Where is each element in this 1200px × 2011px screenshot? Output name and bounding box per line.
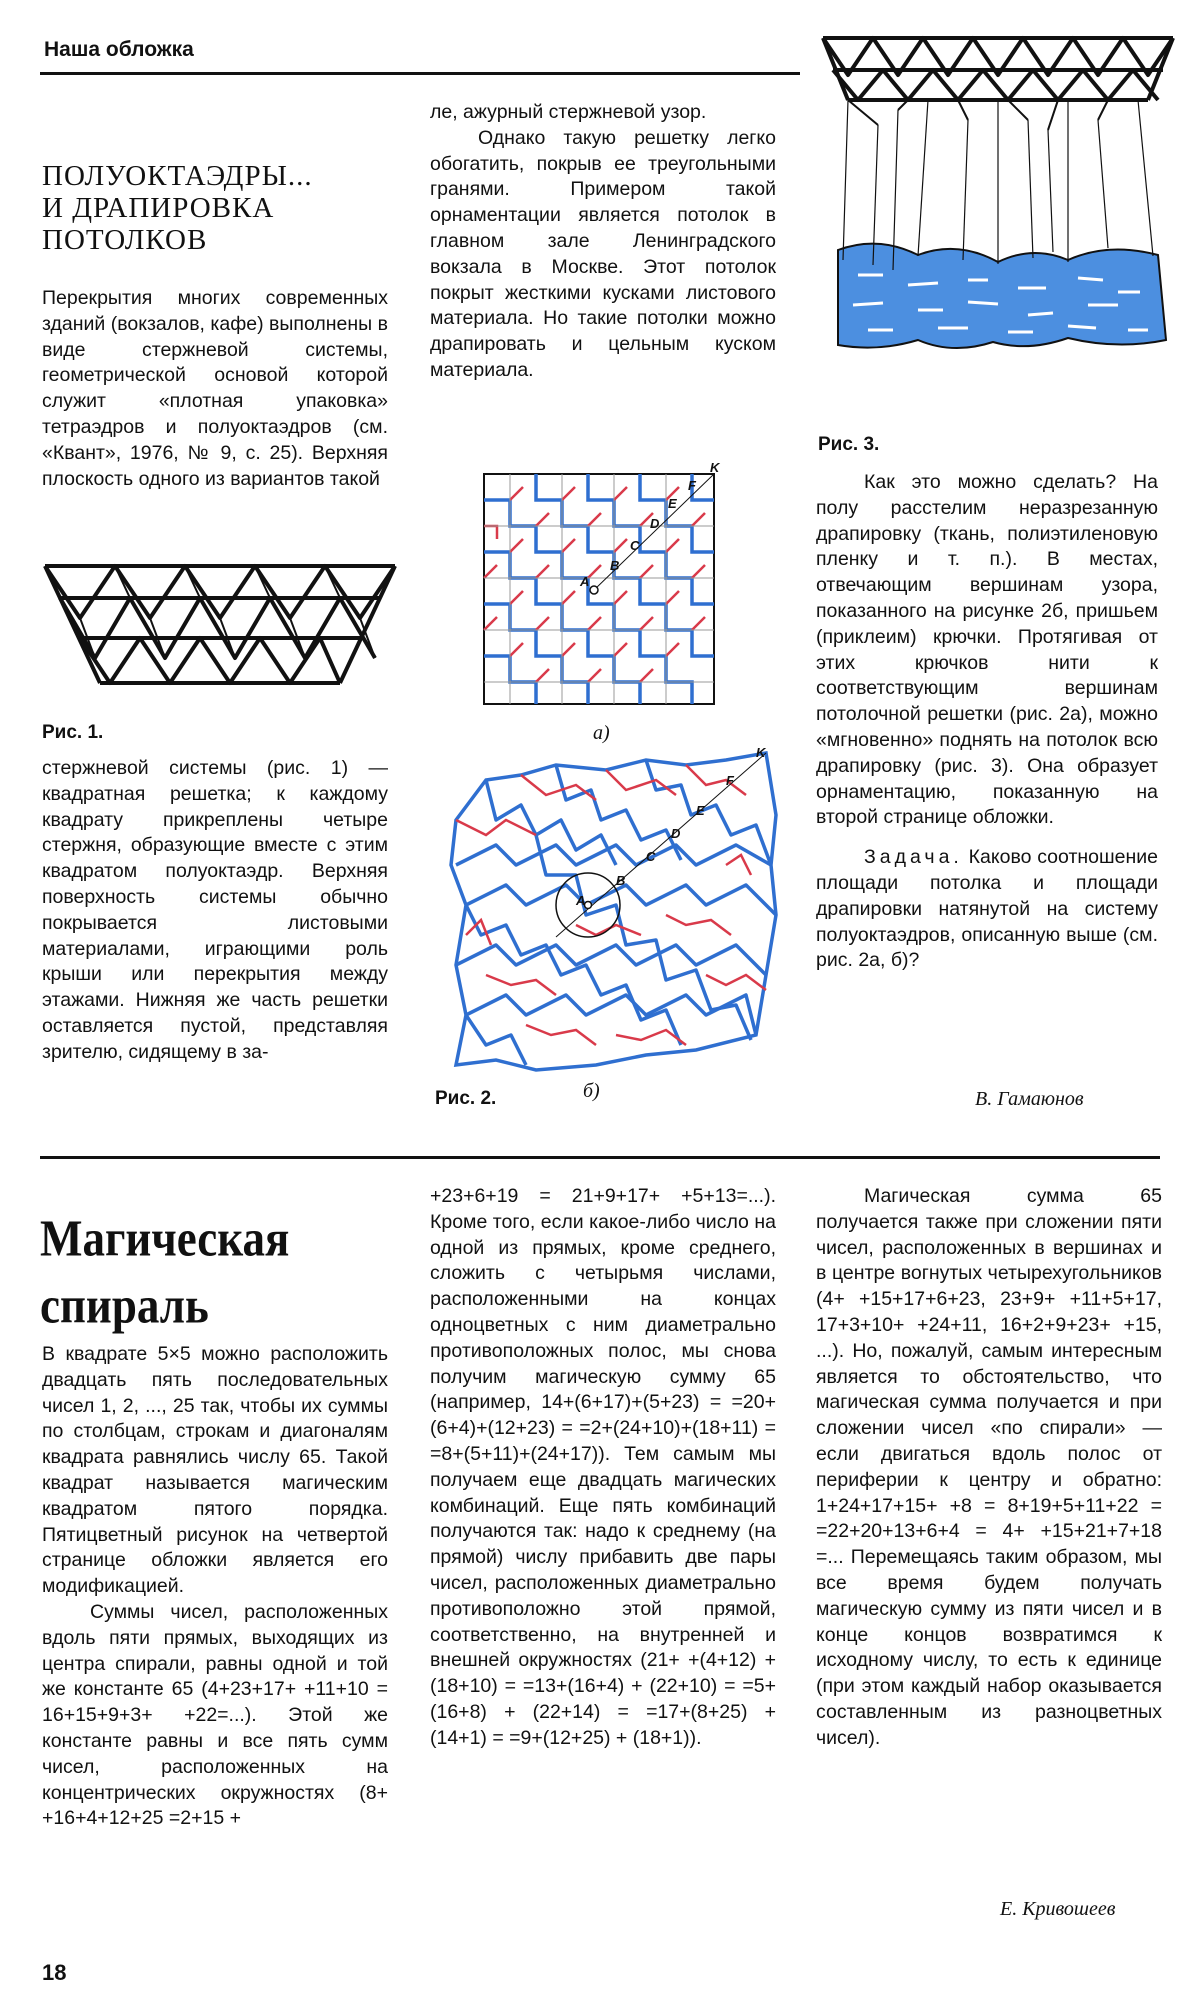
- paragraph: ле, ажурный стержневой узор.: [430, 101, 707, 123]
- fig2b-label-e: E: [696, 803, 705, 818]
- article1-col3: [816, 470, 1158, 974]
- paragraph: Магическая сумма 65 получается также при сложении пяти чисел, расположенных в вершинах и в центре вогнутых четырехугольников (4+ +15+17+6+23, 23+9+ +11+5+17, 17+3+10+ +24+11, 16+2+9+23+ +15, ...). Но, пожалуй, самым интересным является то обстоятельство, что магическая сумма получается и при сложении чисел «по спирали» — если двигаться вдоль полос от периферии к центру и обратно: 1+24+17+15+ +8 = 8+19+5+11+22 = =22+20+13+6+4 = 4+ +15+21+7+18 =... Перемещаясь таким образом, мы все время будем получать магическую сумму из пяти чисел и в конце концов возвратимся к исходному числу, то есть к единице (при этом каждый набор оказывается составленным из разноцветных чисел).: [816, 1185, 1162, 1749]
- title-line-2: спираль: [40, 1276, 209, 1334]
- fig2b-label-b: B: [616, 873, 626, 888]
- paragraph: Как это можно сделать? На полу расстелим неразрезанную драпировку (ткань, полиэтиленовую пленку и т. п.). В местах, отвечающим вершинам узора, показанного на рисунке 2б, пришьем (приклеим) крючки. Протягивая от этих крючков нити к соответствующим вершинам потолочной решетки (рис. 2а), можно «мгновенно» поднять на потолок всю драпировку (рис. 3). Она образует орнаментацию, показанную на второй странице обложки.: [816, 471, 1158, 829]
- figure-2a-label: а): [593, 722, 610, 744]
- title-line-1: ПОЛУОКТАЭДРЫ...: [42, 160, 313, 192]
- fig2a-label-b: B: [610, 558, 620, 573]
- article1-author: В. Гамаюнов: [975, 1088, 1084, 1110]
- fig2a-label-a: A: [580, 574, 590, 589]
- title-line-2: И ДРАПИРОВКА: [42, 192, 275, 224]
- task-label: Задача.: [864, 846, 963, 869]
- task-paragraph: [816, 845, 1158, 974]
- task-text: Каково соотношение площади потолка и площади драпировки натянутой на систему полуоктаэдров, описанную выше (см. рис. 2а, б)?: [816, 846, 1158, 972]
- fig2b-label-a: A: [576, 893, 586, 908]
- figure-2b-pattern: [426, 745, 786, 1080]
- section-label: Наша обложка: [44, 38, 194, 61]
- figure-2a-grid: [470, 460, 730, 715]
- article2-col3: [816, 1184, 1162, 1752]
- fig2a-label-k: K: [710, 460, 720, 475]
- article1-col1-top: [42, 286, 388, 492]
- title-line-1: Магическая: [40, 1209, 290, 1268]
- fig2b-label-c: C: [646, 849, 656, 864]
- header-rule: [40, 72, 800, 75]
- fig2a-label-d: D: [650, 516, 660, 531]
- figure-3-drapery: [818, 30, 1178, 360]
- section-divider: [40, 1156, 1160, 1159]
- article2-col2: [430, 1184, 776, 1752]
- page-number: 18: [42, 1960, 67, 1985]
- figure-1-caption: Рис. 1.: [42, 722, 104, 743]
- article1-title: [42, 160, 422, 256]
- figure-2b-label: б): [583, 1080, 600, 1102]
- title-line-3: ПОТОЛКОВ: [42, 224, 208, 256]
- fig2a-label-f: F: [688, 478, 696, 493]
- fig2b-label-f: F: [726, 773, 734, 788]
- article2-author: Е. Кривошеев: [1000, 1898, 1116, 1920]
- paragraph: Однако такую решетку легко обогатить, покрыв ее треугольными гранями. Примером такой орнаментации является потолок в главном зале Ленинградского вокзала в Москве. Этот потолок покрыт жесткими кусками листового материала. Но такие потолки можно драпировать и цельным куском материала.: [430, 126, 776, 381]
- article2-title: [40, 1205, 370, 1338]
- paragraph: +23+6+19 = 21+9+17+ +5+13=...). Кроме того, если какое-либо число на одной из прямых, кроме среднего, сложить с четырьмя числами, расположенными на концах одноцветных с ним диаметрально противоположных полос, мы снова получим магическую сумму 65 (например, 14+(6+17)+(5+23) = =20+(6+4)+(12+23) = =2+(24+10)+(18+11) = =8+(5+11)+(24+17)). Тем самым мы получаем еще двадцать магических комбинаций. Еще пять комбинаций получаются так: надо к среднему (на прямой) числу прибавить две пары чисел, расположенных диаметрально противоположно этой прямой, соответственно, на внутренней и внешней окружностях (21+ +(4+12) + (18+10) = =13+(16+4) + (22+10) = =5+(16+8) + (22+14) = =17+(8+25) + (14+1) = =9+(12+25) + (18+1)).: [430, 1185, 776, 1749]
- paragraph: Перекрытия многих современных зданий (вокзалов, кафе) выполнены в виде стержневой системы, геометрической основой которой служит «плотная упаковка» тетраэдров и полуоктаэдров (см. «Квант», 1976, № 9, с. 25). Верхняя плоскость одного из вариантов такой: [42, 287, 388, 490]
- article2-col1: [42, 1342, 388, 1832]
- fig2a-label-e: E: [668, 496, 677, 511]
- article1-col2-top: [430, 100, 776, 384]
- fig2b-label-k: K: [756, 745, 766, 760]
- figure-3-caption: Рис. 3.: [818, 434, 880, 455]
- paragraph: стержневой системы (рис. 1) — квадратная решетка; к каждому квадрату прикреплены четыре стержня, образующие вместе с этим квадратом полуоктаэдр. Верхняя поверхность системы обычно покрывается листовыми материалами, играющими роль крыши или перекрытия между этажами. Нижняя же часть решетки оставляется пустой, представляя зрителю, сидящему в за-: [42, 757, 388, 1063]
- fig2b-label-d: D: [671, 826, 681, 841]
- paragraph: Суммы чисел, расположенных вдоль пяти прямых, выходящих из центра спирали, равны одной и той же константе 65 (4+23+17+ +11+10 = 16+15+9+3+ +22=...). Этой же константе равны и все пять сумм чисел, расположенных на концентрических окружностях (8+ +16+4+12+25 =2+15 +: [42, 1600, 388, 1830]
- article1-col1-bottom: [42, 756, 388, 1066]
- fig2a-label-c: C: [630, 538, 640, 553]
- figure-1-truss: [40, 558, 400, 698]
- paragraph: В квадрате 5×5 можно расположить двадцать пять последовательных чисел 1, 2, ..., 25 так, чтобы их суммы по столбцам, строкам и диагоналям квадрата равнялись числу 65. Такой квадрат называется магическим квадратом пятого порядка. Пятицветный рисунок на четвертой странице обложки является его модификацией.: [42, 1343, 388, 1598]
- figure-2-caption: Рис. 2.: [435, 1088, 497, 1109]
